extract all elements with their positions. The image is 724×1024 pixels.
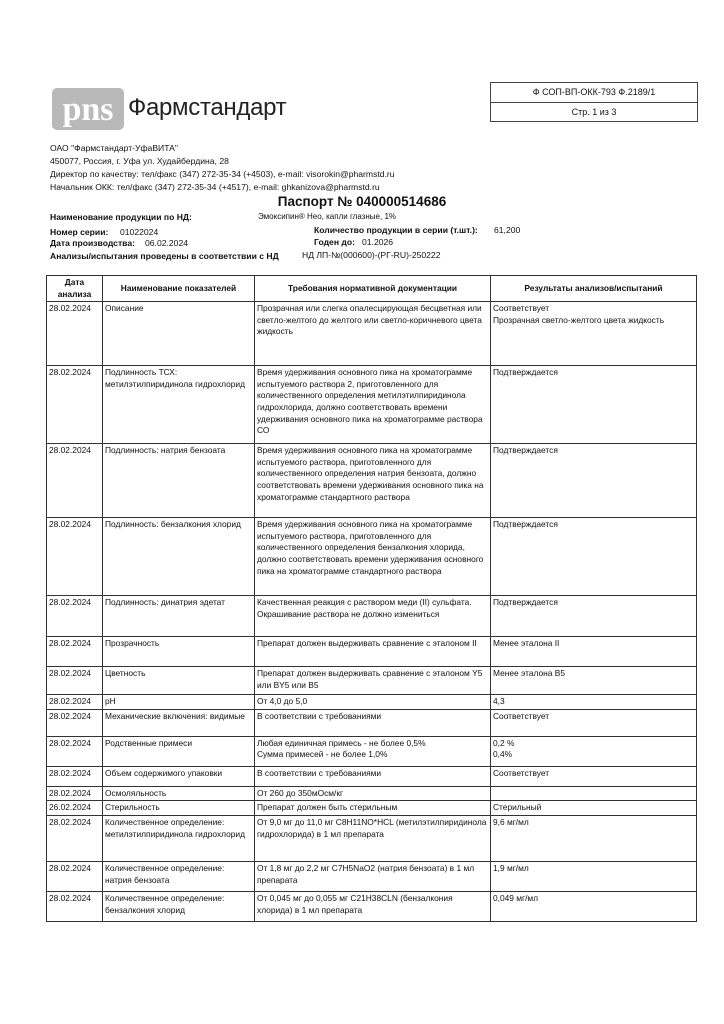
row-result: 0,049 мг/мл [491,891,697,921]
company-logo [52,88,287,130]
row-result: Подтверждается [491,444,697,518]
company-name: ОАО "Фармстандарт-УфаВИТА" [50,143,178,153]
production-date-value: 06.02.2024 [145,238,189,248]
row-result: 0,2 % 0,4% [491,736,697,766]
row-requirement: Препарат должен выдерживать сравнение с эталоном II [255,637,491,667]
table-row [47,801,697,816]
row-requirement: От 1,8 мг до 2,2 мг C7H5NaO2 (натрия бензоата) в 1 мл препарата [255,861,491,891]
row-indicator: Описание [103,302,255,366]
row-requirement: В соответствии с требованиями [255,709,491,736]
table-row [47,637,697,667]
row-requirement: Время удерживания основного пика на хроматограмме испытуемого раствора, приготовленного для количественного определения бензалкония хлорида, должно соответствовать времени удерживания основного пика на хроматограмме стандартного раствора [255,518,491,596]
row-indicator: Механические включения: видимые [103,709,255,736]
row-date: 28.02.2024 [47,596,103,637]
table-row [47,736,697,766]
passport-title: Паспорт № 040000514686 [277,194,447,209]
brand-name: Фармстандарт [128,94,287,121]
row-requirement: Прозрачная или слегка опалесцирующая бесцветная или светло-желтого до желтого или светло-коричневого цвета жидкость [255,302,491,366]
row-requirement: Качественная реакция с раствором меди (II) сульфата. Окрашивание раствора не должно измениться [255,596,491,637]
header-results: Результаты анализов/испытаний [491,276,697,302]
row-indicator: Цветность [103,667,255,695]
row-result: Соответствует [491,709,697,736]
row-indicator: Прозрачность [103,637,255,667]
table-row [47,891,697,921]
table-row [47,302,697,366]
row-date: 28.02.2024 [47,667,103,695]
row-requirement: Любая единичная примесь - не более 0,5% Сумма примесей - не более 1,0% [255,736,491,766]
row-indicator: Количественное определение: бензалкония хлорид [103,891,255,921]
row-date: 28.02.2024 [47,891,103,921]
table-row [47,695,697,710]
results-table [46,275,697,922]
pharmstandard-logo-icon [52,88,124,130]
row-date: 28.02.2024 [47,366,103,444]
row-date: 28.02.2024 [47,786,103,801]
table-header-row [47,276,697,302]
row-date: 28.02.2024 [47,518,103,596]
row-date: 28.02.2024 [47,444,103,518]
form-code: Ф СОП-ВП-ОКК-793 Ф.2189/1 [491,83,697,103]
expiry-value: 01.2026 [362,237,394,247]
production-date-label: Дата производства: [50,238,135,248]
row-result: Подтверждается [491,366,697,444]
row-date: 28.02.2024 [47,766,103,786]
row-date: 28.02.2024 [47,736,103,766]
row-indicator: Осмоляльность [103,786,255,801]
row-result: 4,3 [491,695,697,710]
row-indicator: Объем содержимого упаковки [103,766,255,786]
page-number: Стр. 1 из 3 [571,107,617,117]
row-requirement: От 9,0 мг до 11,0 мг C8H11NO*HCL (метилэтилпиридинола гидрохлорида) в 1 мл препарата [255,815,491,861]
series-label: Номер серии: [50,227,109,237]
expiry-label: Годен до: [314,237,355,247]
svg-text:pns: pns [62,91,114,128]
table-row [47,861,697,891]
company-address: 450077, Россия, г. Уфа ул. Худайбердина, 28 [50,156,229,166]
row-indicator: Родственные примеси [103,736,255,766]
row-date: 26.02.2024 [47,801,103,816]
row-indicator: pH [103,695,255,710]
row-indicator: Подлинность: натрия бензоата [103,444,255,518]
row-date: 28.02.2024 [47,861,103,891]
header-date: Дата анализа [47,276,103,302]
table-row [47,518,697,596]
table-row [47,766,697,786]
table-row [47,444,697,518]
row-indicator: Количественное определение: метилэтилпиридинола гидрохлорид [103,815,255,861]
row-result: Стерильный [491,801,697,816]
row-result: Менее эталона B5 [491,667,697,695]
row-date: 28.02.2024 [47,709,103,736]
row-requirement: Препарат должен выдерживать сравнение с эталоном Y5 или BY5 или B5 [255,667,491,695]
series-value: 01022024 [120,227,159,237]
header-name: Наименование показателей [103,276,255,302]
row-requirement: Время удерживания основного пика на хроматограмме испытуемого раствора, приготовленного для количественного определения натрия бензоата, должно соответствовать времени удерживания основного пика на хроматограмме стандартного раствора [255,444,491,518]
table-row [47,366,697,444]
row-requirement: От 260 до 350мОсм/кг [255,786,491,801]
company-info [50,142,395,194]
row-requirement: От 4,0 до 5,0 [255,695,491,710]
table-row [47,667,697,695]
row-indicator: Стерильность [103,801,255,816]
table-row [47,815,697,861]
row-requirement: Время удерживания основного пика на хроматограмме испытуемого раствора 2, приготовленного для количественного определения метилэтилпиридинола гидрохлорида, должно соответствовать времени удерживания основного пика на хроматограмме раствора СО [255,366,491,444]
row-date: 28.02.2024 [47,637,103,667]
header-requirements: Требования нормативной документации [255,276,491,302]
analysis-value: НД ЛП-№(000600)-(РГ-RU)-250222 [302,250,441,260]
row-date: 28.02.2024 [47,695,103,710]
row-requirement: Препарат должен быть стерильным [255,801,491,816]
row-result [491,786,697,801]
row-result: 9,6 мг/мл [491,815,697,861]
quantity-value: 61,200 [494,225,521,235]
form-code-box [490,82,698,122]
okk-contact: Начальник ОКК: тел/факс (347) 272-35-34 (+4517), e-mail: ghkanizova@pharmstd.ru [50,182,380,192]
row-result: 1,9 мг/мл [491,861,697,891]
quantity-label: Количество продукции в серии (т.шт.): [314,225,478,235]
row-indicator: Количественное определение: натрия бензоата [103,861,255,891]
row-result: Соответствует Прозрачная светло-желтого цвета жидкость [491,302,697,366]
row-result: Подтверждается [491,596,697,637]
row-result: Соответствует [491,766,697,786]
analysis-label: Анализы/испытания проведены в соответствии с НД [50,251,279,261]
row-requirement: В соответствии с требованиями [255,766,491,786]
table-row [47,709,697,736]
row-result: Менее эталона II [491,637,697,667]
table-row [47,786,697,801]
row-requirement: От 0,045 мг до 0,055 мг C21H38CLN (бензалкония хлорида) в 1 мл препарата [255,891,491,921]
row-date: 28.02.2024 [47,815,103,861]
row-indicator: Подлинность: динатрия эдетат [103,596,255,637]
table-row [47,596,697,637]
row-indicator: Подлинность: бензалкония хлорид [103,518,255,596]
row-indicator: Подлинность ТСХ: метилэтилпиридинола гидрохлорид [103,366,255,444]
row-date: 28.02.2024 [47,302,103,366]
product-label: Наименование продукции по НД: [50,212,192,222]
row-result: Подтверждается [491,518,697,596]
product-value: Эмоксипин® Нео, капли глазные, 1% [258,212,397,221]
director-contact: Директор по качеству: тел/факс (347) 272-35-34 (+4503), e-mail: visorokin@pharmstd.ru [50,169,395,179]
